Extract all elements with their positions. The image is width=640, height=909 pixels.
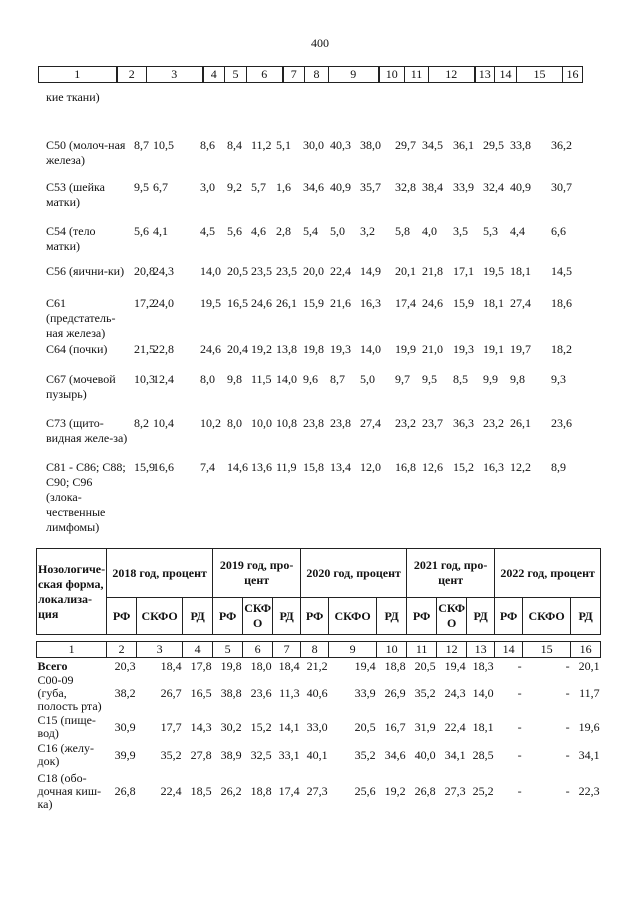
cell-value: 16,5 xyxy=(227,296,248,310)
cell-value: 9,6 xyxy=(303,372,318,386)
cell-value: 38,2 xyxy=(114,686,136,700)
cell-value: 8,5 xyxy=(453,372,468,386)
column-number-8: 8 xyxy=(301,642,329,658)
cell-value: 14,0 xyxy=(472,686,494,700)
cell-value: 20,1 xyxy=(395,264,416,278)
cell-value: 8,0 xyxy=(227,416,242,430)
cell-value: 13,8 xyxy=(276,342,297,356)
cell-value: 27,8 xyxy=(190,747,212,762)
cell-value: 27,3 xyxy=(444,783,466,798)
cell-value: 26,1 xyxy=(510,416,531,430)
cell-value: 18,1 xyxy=(483,296,504,310)
cell-value: 15,2 xyxy=(250,719,272,734)
cell-value: 19,3 xyxy=(330,342,351,356)
cell-value: 5,7 xyxy=(251,180,266,194)
year-header-2018: 2018 год, процент xyxy=(107,549,213,598)
top-header-row xyxy=(38,66,583,83)
row-label: С00-09 (губа, полость рта) xyxy=(37,673,102,713)
cell-value: 17,8 xyxy=(190,658,212,673)
cell-value: - xyxy=(517,783,522,798)
cell-value: 19,8 xyxy=(303,342,324,356)
cell-value: 33,8 xyxy=(510,138,531,152)
cell-value: 4,0 xyxy=(422,224,437,238)
row-label: С18 (обо-дочная киш-ка) xyxy=(37,770,102,811)
cell-value: 8,0 xyxy=(200,372,215,386)
cell-value: 1,6 xyxy=(276,180,291,194)
cell-value: 26,9 xyxy=(384,686,406,700)
cell-value: 9,5 xyxy=(422,372,437,386)
cell-value: 34,6 xyxy=(384,747,406,762)
cell-value: 18,6 xyxy=(551,296,572,310)
sub-header-rd: РД xyxy=(467,598,495,635)
column-number-14: 14 xyxy=(495,67,517,83)
cell-value: 38,0 xyxy=(360,138,381,152)
page-number: 400 xyxy=(311,36,329,50)
column-number-15: 15 xyxy=(523,642,571,658)
column-number-12: 12 xyxy=(429,67,475,83)
cell-value: 40,9 xyxy=(330,180,351,194)
cell-value: 24,6 xyxy=(422,296,443,310)
cell-value: 5,1 xyxy=(276,138,291,152)
cell-value: - xyxy=(517,686,522,700)
cell-value: 5,0 xyxy=(360,372,375,386)
cell-value: 5,6 xyxy=(227,224,242,238)
column-number-13: 13 xyxy=(467,642,495,658)
cell-value: 20,8 xyxy=(134,264,155,278)
cell-value: 38,8 xyxy=(220,686,242,700)
cell-value: 24,3 xyxy=(444,686,466,700)
cell-value: 19,4 xyxy=(354,658,376,673)
cell-value: 40,9 xyxy=(510,180,531,194)
cell-value: 36,2 xyxy=(551,138,572,152)
column-number-10: 10 xyxy=(379,67,405,83)
cell-value: 6,7 xyxy=(153,180,168,194)
cell-value: - xyxy=(565,686,570,700)
cell-value: 25,6 xyxy=(354,783,376,798)
cell-value: 20,5 xyxy=(227,264,248,278)
column-number-9: 9 xyxy=(329,642,377,658)
cell-value: 20,3 xyxy=(114,658,136,673)
cell-value: 22,4 xyxy=(160,783,182,798)
cell-value: 5,8 xyxy=(395,224,410,238)
cell-value: 24,3 xyxy=(153,264,174,278)
cell-value: 8,4 xyxy=(227,138,242,152)
cell-value: 9,8 xyxy=(227,372,242,386)
cell-value: 5,6 xyxy=(134,224,149,238)
cell-value: 14,6 xyxy=(227,460,248,474)
column-number-12: 12 xyxy=(437,642,467,658)
sub-header-rd: РД xyxy=(571,598,601,635)
cell-value: 14,0 xyxy=(360,342,381,356)
cell-value: 17,7 xyxy=(160,719,182,734)
cell-value: 22,8 xyxy=(153,342,174,356)
cell-value: 30,0 xyxy=(303,138,324,152)
cell-value: 32,4 xyxy=(483,180,504,194)
cell-value: 29,7 xyxy=(395,138,416,152)
table-row xyxy=(37,741,601,769)
row-label: С67 (мочевой пузырь) xyxy=(46,372,116,401)
row-label: С50 (молоч-ная железа) xyxy=(46,138,126,167)
cell-value: 19,2 xyxy=(384,783,406,798)
sub-header-rf: РФ xyxy=(107,598,137,635)
cell-value: 40,1 xyxy=(306,747,328,762)
cell-value: 27,4 xyxy=(510,296,531,310)
cell-value: 9,9 xyxy=(483,372,498,386)
cell-value: 9,7 xyxy=(395,372,410,386)
cell-value: 12,2 xyxy=(510,460,531,474)
cell-value: 34,1 xyxy=(444,747,466,762)
cell-value: 4,5 xyxy=(200,224,215,238)
cell-value: 36,3 xyxy=(453,416,474,430)
cell-value: 5,0 xyxy=(330,224,345,238)
cell-value: 33,9 xyxy=(453,180,474,194)
row-label: С54 (тело матки) xyxy=(46,224,96,253)
cell-value: 40,0 xyxy=(414,747,436,762)
row-label: С81 - С86; С88; С90; С96 (злока-чественные лимфомы) xyxy=(46,460,126,534)
cell-value: 32,5 xyxy=(250,747,272,762)
cell-value: 28,5 xyxy=(472,747,494,762)
column-number-6: 6 xyxy=(247,67,283,83)
column-number-4: 4 xyxy=(203,67,225,83)
cell-value: 19,2 xyxy=(251,342,272,356)
cell-value: 36,1 xyxy=(453,138,474,152)
column-number-11: 11 xyxy=(405,67,429,83)
cell-value: 34,5 xyxy=(422,138,443,152)
cell-value: 12,6 xyxy=(422,460,443,474)
cell-value: 40,6 xyxy=(306,686,328,700)
column-number-3: 3 xyxy=(137,642,183,658)
cell-value: 3,5 xyxy=(453,224,468,238)
cell-value: 34,6 xyxy=(303,180,324,194)
cell-value: - xyxy=(565,783,570,798)
cell-value: 19,7 xyxy=(510,342,531,356)
cell-value: 26,7 xyxy=(160,686,182,700)
table-row xyxy=(37,674,601,713)
cell-value: 18,8 xyxy=(250,783,272,798)
cell-value: 33,0 xyxy=(306,719,328,734)
sub-header-rf: РФ xyxy=(495,598,523,635)
cell-value: 18,4 xyxy=(160,658,182,673)
cell-value: 23,2 xyxy=(483,416,504,430)
column-number-11: 11 xyxy=(407,642,437,658)
cell-value: 20,5 xyxy=(354,719,376,734)
cell-value: 24,0 xyxy=(153,296,174,310)
cell-value: 3,0 xyxy=(200,180,215,194)
cell-value: 23,5 xyxy=(276,264,297,278)
cell-value: 15,9 xyxy=(134,460,155,474)
cell-value: 19,6 xyxy=(578,719,600,734)
cell-value: 23,8 xyxy=(330,416,351,430)
cell-value: 32,8 xyxy=(395,180,416,194)
sub-header-skfo: СКФ О xyxy=(243,598,273,635)
cell-value: 18,2 xyxy=(551,342,572,356)
cell-value: 26,8 xyxy=(114,783,136,798)
column-number-1: 1 xyxy=(39,67,117,83)
cell-value: 10,8 xyxy=(276,416,297,430)
cell-value: 8,7 xyxy=(134,138,149,152)
row-label: Всего xyxy=(37,658,68,673)
cell-value: 11,2 xyxy=(251,138,272,152)
cell-value: 26,8 xyxy=(414,783,436,798)
cell-value: 10,3 xyxy=(134,372,155,386)
cell-value: 40,3 xyxy=(330,138,351,152)
cell-value: 5,4 xyxy=(303,224,318,238)
cell-value: 19,1 xyxy=(483,342,504,356)
cell-value: 8,6 xyxy=(200,138,215,152)
cell-value: 23,6 xyxy=(551,416,572,430)
cell-value: 11,5 xyxy=(251,372,272,386)
cell-value: 18,1 xyxy=(472,719,494,734)
cell-value: 14,0 xyxy=(200,264,221,278)
cell-value: 18,0 xyxy=(250,658,272,673)
row-label: С61 (предстатель-ная железа) xyxy=(46,296,116,340)
cell-value: 19,3 xyxy=(453,342,474,356)
table-row xyxy=(37,769,601,813)
cell-value: 21,2 xyxy=(306,658,328,673)
cell-value: 23,6 xyxy=(250,686,272,700)
cell-value: 17,1 xyxy=(453,264,474,278)
cell-value: 20,4 xyxy=(227,342,248,356)
sub-header-rf: РФ xyxy=(301,598,329,635)
cell-value: 9,5 xyxy=(134,180,149,194)
cell-value: 10,5 xyxy=(153,138,174,152)
column-number-15: 15 xyxy=(517,67,563,83)
cell-value: 15,9 xyxy=(303,296,324,310)
cell-value: 30,7 xyxy=(551,180,572,194)
cell-value: 33,9 xyxy=(354,686,376,700)
cell-value: 6,6 xyxy=(551,224,566,238)
cell-value: 12,0 xyxy=(360,460,381,474)
cell-value: 30,2 xyxy=(220,719,242,734)
cell-value: 27,4 xyxy=(360,416,381,430)
cell-value: 35,2 xyxy=(414,686,436,700)
cell-value: 25,2 xyxy=(472,783,494,798)
cell-value: 16,3 xyxy=(483,460,504,474)
cell-value: 2,8 xyxy=(276,224,291,238)
cell-value: 7,4 xyxy=(200,460,215,474)
column-number-13: 13 xyxy=(475,67,495,83)
cell-value: 30,9 xyxy=(114,719,136,734)
cell-value: 35,7 xyxy=(360,180,381,194)
cell-value: 17,4 xyxy=(395,296,416,310)
year-header-2022: 2022 год, процент xyxy=(495,549,601,598)
cell-value: 18,8 xyxy=(384,658,406,673)
cell-value: 20,1 xyxy=(578,658,600,673)
cell-value: 19,4 xyxy=(444,658,466,673)
cell-value: 21,8 xyxy=(422,264,443,278)
sub-header-skfo: СКФО xyxy=(137,598,183,635)
cell-value: 21,5 xyxy=(134,342,155,356)
column-number-7: 7 xyxy=(273,642,301,658)
cell-value: 21,0 xyxy=(422,342,443,356)
table-row xyxy=(37,713,601,741)
column-number-1: 1 xyxy=(37,642,107,658)
cell-value: 22,4 xyxy=(444,719,466,734)
year-header-2021: 2021 год, про-цент xyxy=(407,549,495,598)
column-number-2: 2 xyxy=(117,67,147,83)
cell-value: 10,0 xyxy=(251,416,272,430)
cell-value: 23,2 xyxy=(395,416,416,430)
cell-value: 26,2 xyxy=(220,783,242,798)
cell-value: 16,7 xyxy=(384,719,406,734)
cell-value: - xyxy=(565,658,570,673)
cell-value: 19,5 xyxy=(483,264,504,278)
cell-value: 34,1 xyxy=(578,747,600,762)
cell-value: - xyxy=(565,747,570,762)
cell-value: 17,4 xyxy=(278,783,300,798)
cell-value: 33,1 xyxy=(278,747,300,762)
cell-value: 15,8 xyxy=(303,460,324,474)
column-number-16: 16 xyxy=(571,642,601,658)
cell-value: - xyxy=(517,719,522,734)
cell-value: 9,3 xyxy=(551,372,566,386)
cell-value: 9,8 xyxy=(510,372,525,386)
cell-value: 12,4 xyxy=(153,372,174,386)
cell-value: 20,5 xyxy=(414,658,436,673)
cell-value: 22,3 xyxy=(578,783,600,798)
cell-value: 23,7 xyxy=(422,416,443,430)
column-number-8: 8 xyxy=(305,67,329,83)
year-header-2020: 2020 год, процент xyxy=(301,549,407,598)
cell-value: 10,4 xyxy=(153,416,174,430)
cell-value: 4,4 xyxy=(510,224,525,238)
sub-header-skfo: СКФО xyxy=(523,598,571,635)
cell-value: 8,7 xyxy=(330,372,345,386)
cell-value: 27,3 xyxy=(306,783,328,798)
cell-value: 15,2 xyxy=(453,460,474,474)
cell-value: 22,4 xyxy=(330,264,351,278)
sub-header-rd: РД xyxy=(183,598,213,635)
column-number-10: 10 xyxy=(377,642,407,658)
cell-value: 11,3 xyxy=(279,686,300,700)
row-label: С56 (яични-ки) xyxy=(46,264,125,278)
cell-value: 14,3 xyxy=(190,719,212,734)
cell-value: 8,9 xyxy=(551,460,566,474)
cell-value: 21,6 xyxy=(330,296,351,310)
cell-value: 35,2 xyxy=(160,747,182,762)
sub-header-rf: РФ xyxy=(213,598,243,635)
cell-value: 23,8 xyxy=(303,416,324,430)
cell-value: 8,2 xyxy=(134,416,149,430)
cell-value: 39,9 xyxy=(114,747,136,762)
row-label: С53 (шейка матки) xyxy=(46,180,105,209)
cell-value: 19,8 xyxy=(220,658,242,673)
sub-header-skfo: СКФО xyxy=(329,598,377,635)
cell-value: 18,4 xyxy=(278,658,300,673)
cell-value: 24,6 xyxy=(200,342,221,356)
cell-value: 15,9 xyxy=(453,296,474,310)
cell-value: 10,2 xyxy=(200,416,221,430)
column-number-3: 3 xyxy=(147,67,203,83)
column-number-2: 2 xyxy=(107,642,137,658)
cell-value: 5,3 xyxy=(483,224,498,238)
cell-value: 9,2 xyxy=(227,180,242,194)
cell-value: 17,2 xyxy=(134,296,155,310)
sub-header-skfo: СКФ О xyxy=(437,598,467,635)
sub-header-rd: РД xyxy=(377,598,407,635)
cell-value: 18,1 xyxy=(510,264,531,278)
cell-value: 26,1 xyxy=(276,296,297,310)
cell-value: 31,9 xyxy=(414,719,436,734)
cell-value: 20,0 xyxy=(303,264,324,278)
cell-value: - xyxy=(517,658,522,673)
second-table xyxy=(36,548,601,813)
column-number-5: 5 xyxy=(225,67,247,83)
cell-value: 38,9 xyxy=(220,747,242,762)
cell-value: 29,5 xyxy=(483,138,504,152)
cell-value: - xyxy=(517,747,522,762)
row-label: С16 (желу-док) xyxy=(37,741,94,768)
row-label: С64 (почки) xyxy=(46,342,108,356)
cell-value: 4,1 xyxy=(153,224,168,238)
table-corner-header: Нозологиче-ская форма, локализа-ция xyxy=(37,549,107,635)
cell-value: 14,1 xyxy=(278,719,300,734)
cell-value: 13,4 xyxy=(330,460,351,474)
cell-value: 16,5 xyxy=(190,686,212,700)
cell-value: 19,9 xyxy=(395,342,416,356)
column-number-9: 9 xyxy=(329,67,379,83)
row-label: С73 (щито-видная желе-за) xyxy=(46,416,128,445)
cell-value: 38,4 xyxy=(422,180,443,194)
cell-value: 19,5 xyxy=(200,296,221,310)
cell-value: 35,2 xyxy=(354,747,376,762)
cell-value: 14,0 xyxy=(276,372,297,386)
cell-value: 13,6 xyxy=(251,460,272,474)
continued-label: кие ткани) xyxy=(46,90,100,104)
sub-header-rf: РФ xyxy=(407,598,437,635)
cell-value: 16,6 xyxy=(153,460,174,474)
cell-value: 16,8 xyxy=(395,460,416,474)
column-number-16: 16 xyxy=(563,67,583,83)
cell-value: 14,9 xyxy=(360,264,381,278)
column-number-6: 6 xyxy=(243,642,273,658)
cell-value: 11,9 xyxy=(276,460,297,474)
cell-value: 11,7 xyxy=(579,686,600,700)
cell-value: 18,3 xyxy=(472,658,494,673)
row-label: С15 (пище-вод) xyxy=(37,713,96,740)
cell-value: 16,3 xyxy=(360,296,381,310)
cell-value: 4,6 xyxy=(251,224,266,238)
column-number-4: 4 xyxy=(183,642,213,658)
cell-value: 3,2 xyxy=(360,224,375,238)
cell-value: 24,6 xyxy=(251,296,272,310)
cell-value: 14,5 xyxy=(551,264,572,278)
cell-value: 23,5 xyxy=(251,264,272,278)
column-number-7: 7 xyxy=(283,67,305,83)
column-number-14: 14 xyxy=(495,642,523,658)
sub-header-rd: РД xyxy=(273,598,301,635)
cell-value: - xyxy=(565,719,570,734)
cell-value: 18,5 xyxy=(190,783,212,798)
table-row xyxy=(37,658,601,675)
year-header-2019: 2019 год, про-цент xyxy=(213,549,301,598)
column-number-5: 5 xyxy=(213,642,243,658)
